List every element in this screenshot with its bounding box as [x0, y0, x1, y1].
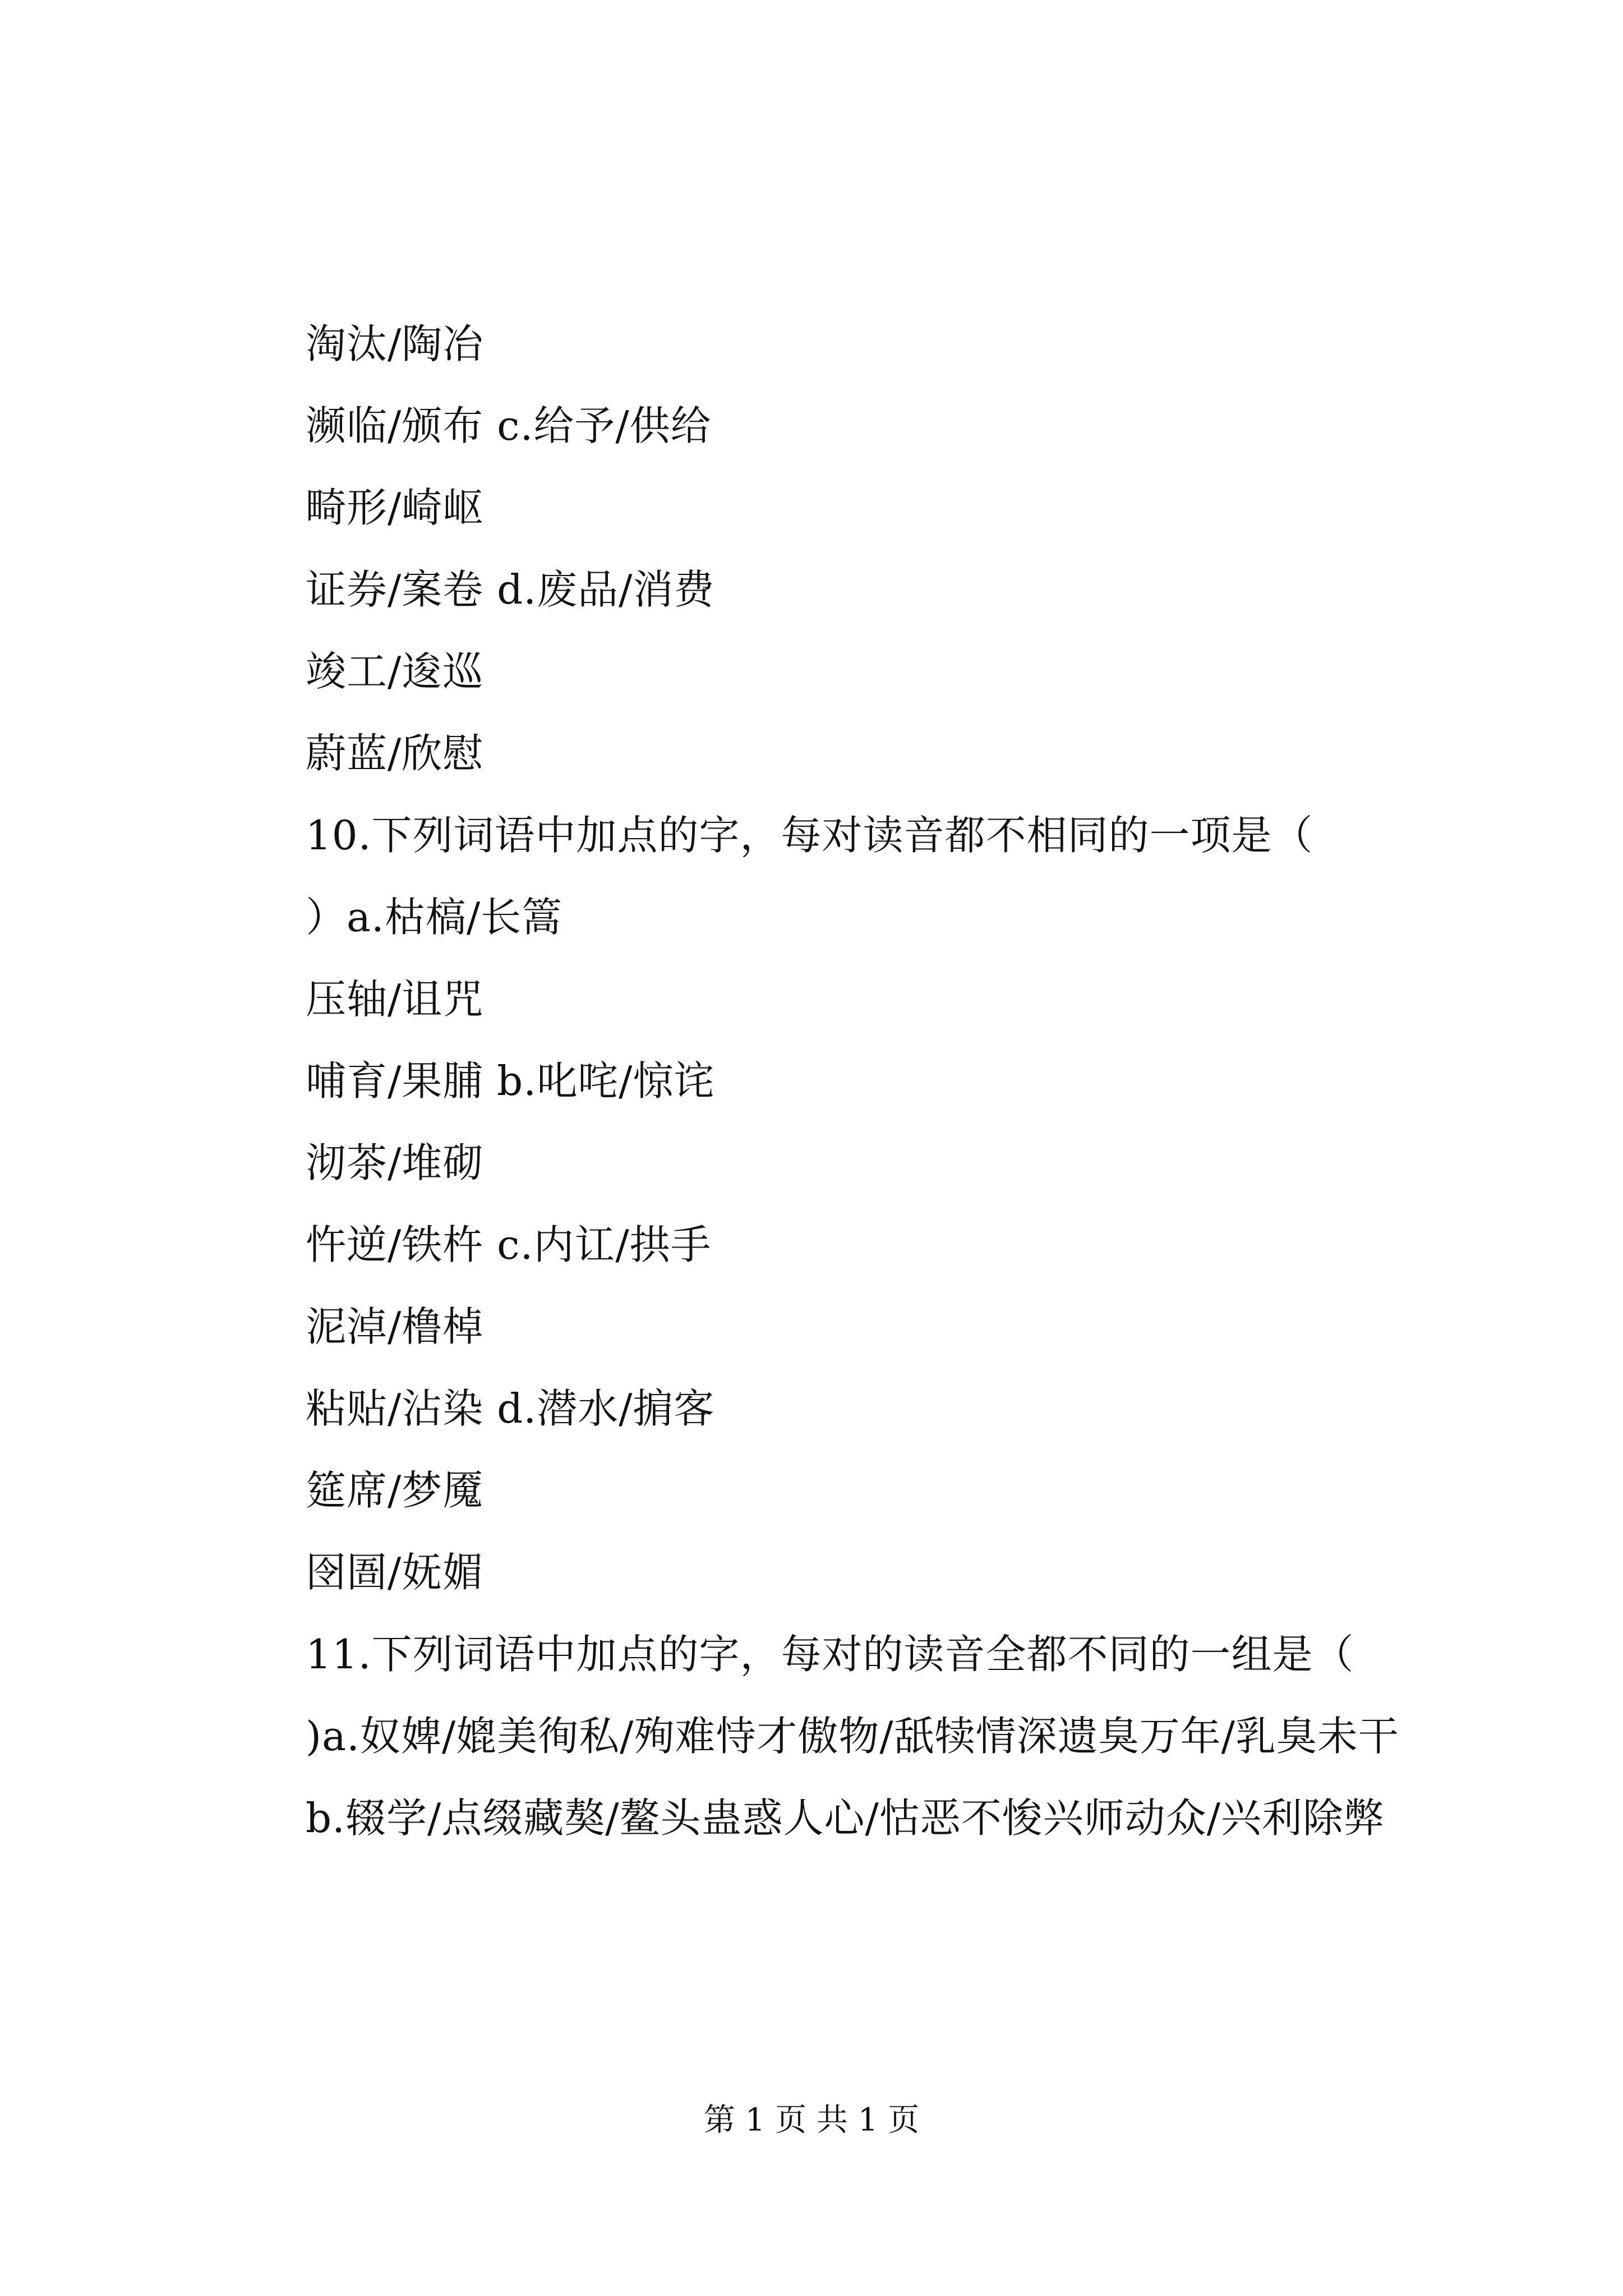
text-line: ）a.枯槁/长篙: [306, 894, 563, 941]
text-line: 濒临/颁布 c.给予/供给: [306, 402, 712, 449]
text-line: 粘贴/沾染 d.潜水/掮客: [306, 1385, 715, 1432]
question-10-stem: 10.下列词语中加点的字，每对读音都不相同的一项是（: [306, 812, 1313, 859]
text-line: 竣工/逡巡: [306, 648, 484, 695]
text-line: 沏茶/堆砌: [306, 1139, 484, 1186]
text-line: 哺育/果脯 b.叱咤/惊诧: [306, 1057, 715, 1105]
option-a: )a.奴婢/媲美徇私/殉难恃才傲物/舐犊情深遗臭万年/乳臭未干: [306, 1713, 1399, 1760]
text-line: 淘汰/陶冶: [306, 320, 484, 367]
text-line: 泥淖/橹棹: [306, 1303, 484, 1350]
text-line: 筵席/梦魇: [306, 1467, 484, 1514]
question-11-stem: 11.下列词语中加点的字，每对的读音全都不同的一组是（: [306, 1631, 1354, 1678]
text-line: 蔚蓝/欣慰: [306, 730, 484, 777]
text-line: 畸形/崎岖: [306, 484, 484, 531]
page-footer: 第 1 页 共 1 页: [703, 2102, 920, 2138]
option-b: b.辍学/点缀藏獒/鳌头蛊惑人心/怙恶不悛兴师动众/兴利除弊: [306, 1795, 1385, 1842]
document-body: [219, 303, 1419, 1859]
text-line: 证券/案卷 d.废品/消费: [306, 566, 715, 613]
text-line: 忤逆/铁杵 c.内讧/拱手: [306, 1221, 712, 1268]
text-line: 囹圄/妩媚: [306, 1549, 484, 1596]
text-line: 压轴/诅咒: [306, 976, 484, 1023]
